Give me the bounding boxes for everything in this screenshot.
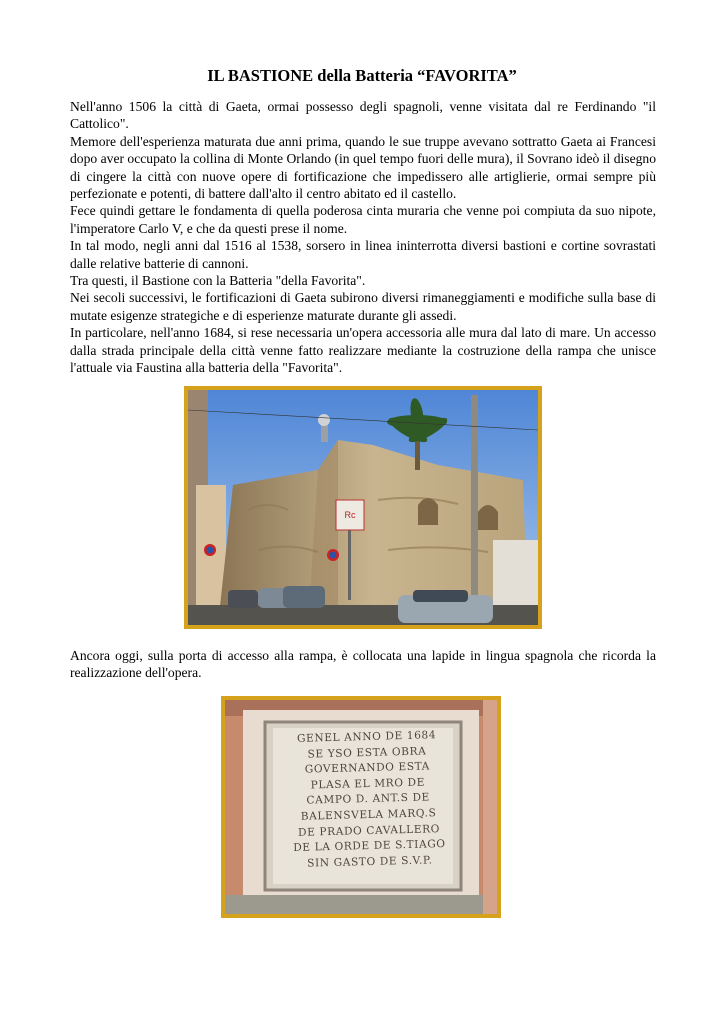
plaque-inscription [279,728,458,893]
inscription-line: SIN GASTO DE S.V.P. [307,854,433,870]
paragraph: In particolare, nell'anno 1684, si rese necessaria un'opera accessoria alle mura dal lato di mare. Un accesso dalla strada principale della città venne fatto realizzare mediante la costruzione della rampa che unisce l'attuale via Faustina alla batteria della "Favorita". [70,325,656,376]
inscription-line: BALENSVELA MARQ.S [300,807,437,823]
paragraph: Fece quindi gettare le fondamenta di quella poderosa cinta muraria che venne poi compiuta da suo nipote, l'imperatore Carlo V, e che da questi prese il nome. [70,203,656,236]
paragraph: Memore dell'esperienza maturata due anni prima, quando le sue truppe avevano sottratto Gaeta ai Francesi dopo aver occupato la collina di Monte Orlando (in quel tempo fuori delle mura), il Sovrano ideò il disegno di cingere la città con nuove opere di fortificazione che impedissero alle artiglierie, ormai sempre più perfezionate e potenti, di battere dall'alto il centro abitato ed il castello. [70,133,656,202]
inscription-line: DE PRADO CAVALLERO [297,822,441,839]
inscription-line: GENEL ANNO DE 1684 [296,729,437,745]
photo-caption: Ancora oggi, sulla porta di accesso alla rampa, è collocata una lapide in lingua spagnola che ricorda la realizzazione dell'opera. [70,648,656,681]
bastion-photo [184,386,542,629]
inscription-line: SE YSO ESTA OBRA [307,745,427,761]
body-text [70,98,656,377]
paragraph: In tal modo, negli anni dal 1516 al 1538, sorsero in linea ininterrotta diversi bastioni e cortine sovrastati dalle relative batterie di cannoni. [70,238,656,271]
plaque-photo [221,696,501,918]
sign-text: Rc [344,510,356,520]
inscription-line: DE LA ORDE DE S.TIAGO [293,838,446,855]
inscription-line: PLASA EL MRO DE [310,776,426,792]
paragraph: Nell'anno 1506 la città di Gaeta, ormai possesso degli spagnoli, venne visitata dal re Ferdinando "il Cattolico". [70,99,656,132]
bastion-photo-illustration [188,390,538,625]
inscription-line: GOVERNANDO ESTA [304,760,431,776]
inscription-line: CAMPO D. ANT.S DE [306,791,431,807]
page-title: IL BASTIONE della Batteria “FAVORITA” [207,66,517,85]
paragraph: Tra questi, il Bastione con la Batteria "della Favorita". [70,273,366,289]
paragraph: Nei secoli successivi, le fortificazioni di Gaeta subirono diversi rimaneggiamenti e modifiche sulla base di mutate esigenze strategiche e di esperienze maturate durante gli assedi. [70,290,656,323]
